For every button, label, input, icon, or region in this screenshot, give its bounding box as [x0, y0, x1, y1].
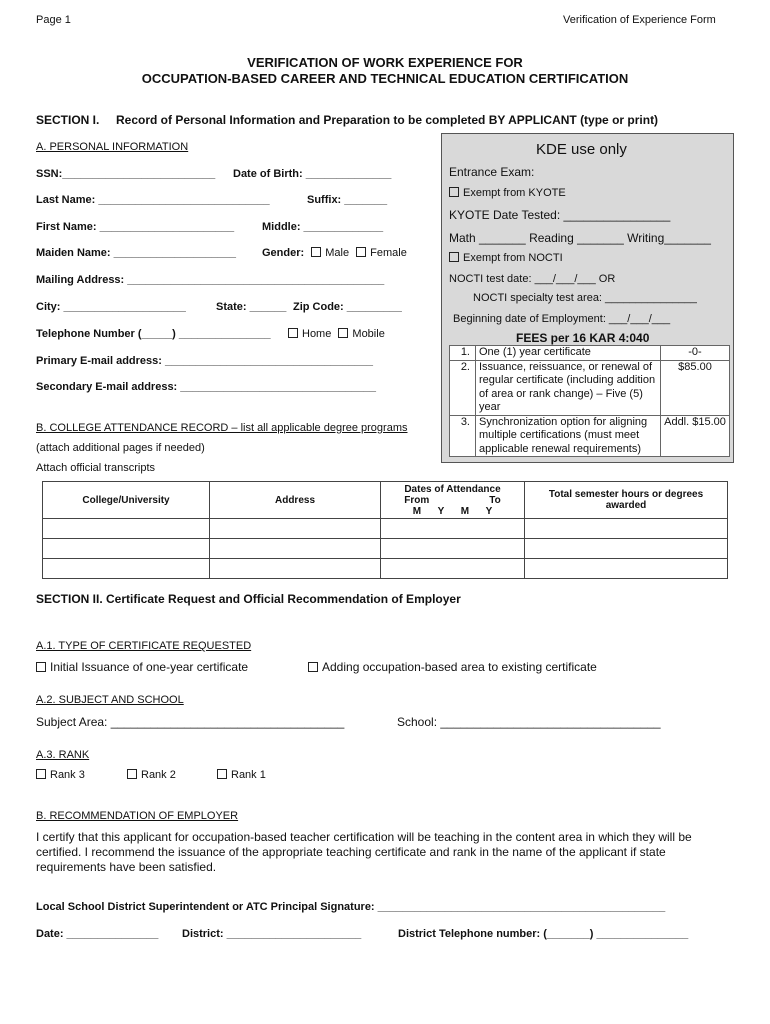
mailing-address-field[interactable]: Mailing Address: __________________________________________: [36, 274, 385, 286]
exempt-kyote-label: Exempt from KYOTE: [463, 187, 566, 199]
nocti-date-field[interactable]: NOCTI test date: ___/___/___ OR: [449, 273, 616, 285]
college-attendance-table: [42, 481, 728, 579]
rank2-checkbox[interactable]: [127, 769, 137, 779]
exempt-nocti-option[interactable]: [449, 252, 563, 264]
section2-title: SECTION II. Certificate Request and Official Recommendation of Employer: [36, 592, 461, 606]
rank1-label: Rank 1: [231, 769, 266, 781]
fee-number: 1.: [450, 346, 476, 361]
table-row[interactable]: [43, 559, 728, 579]
fee-row: [450, 360, 730, 415]
rank3-label: Rank 3: [50, 769, 85, 781]
mobile-label: Mobile: [352, 328, 385, 340]
principal-signature-field[interactable]: Local School District Superintendent or ATC Principal Signature: _______________________________________________: [36, 901, 666, 913]
rank3-option[interactable]: [36, 769, 85, 781]
rank-heading: A.3. RANK: [36, 749, 90, 761]
fee-description: One (1) year certificate: [476, 346, 661, 361]
adding-area-option[interactable]: [308, 660, 597, 674]
kyote-date-field[interactable]: KYOTE Date Tested: ________________: [449, 208, 671, 222]
from-to-label: [381, 495, 524, 506]
recommendation-line2: certified. I recommend the issuance of the appropriate teaching certificate and rank in the name of the applicant if state: [36, 845, 666, 859]
kde-title: KDE use only: [536, 141, 627, 158]
college-note-transcripts: Attach official transcripts: [36, 462, 156, 474]
employment-date-field[interactable]: Beginning date of Employment: ___/___/___: [453, 313, 671, 325]
middle-field[interactable]: Middle: _____________: [262, 221, 384, 233]
ssn-field[interactable]: SSN:_________________________: [36, 168, 216, 180]
col-hours: Total semester hours or degrees awarded: [525, 482, 728, 519]
from-label: From: [404, 494, 430, 506]
initial-issuance-checkbox[interactable]: [36, 662, 46, 672]
male-label: Male: [325, 247, 350, 259]
adding-area-checkbox[interactable]: [308, 662, 318, 672]
suffix-field[interactable]: Suffix: _______: [307, 194, 388, 206]
subject-area-field[interactable]: Subject Area: ___________________________________: [36, 715, 345, 729]
fee-row: [450, 415, 730, 457]
fee-description: Issuance, reissuance, or renewal of regular certificate (including addition of area or rank change) – Five (5) year: [476, 360, 661, 415]
phone-type-group: [288, 328, 385, 340]
fee-description: Synchronization option for aligning multiple certifications (must meet applicable renewal requirements): [476, 415, 661, 457]
page-number: Page 1: [36, 14, 71, 26]
table-row[interactable]: [43, 539, 728, 559]
secondary-email-field[interactable]: Secondary E-mail address: ________________________________: [36, 381, 377, 393]
rank2-option[interactable]: [127, 769, 176, 781]
recommendation-line3: requirements have been satisfied.: [36, 860, 217, 874]
form-title-line2: OCCUPATION-BASED CAREER AND TECHNICAL EDUCATION CERTIFICATION: [141, 71, 629, 86]
fee-amount: Addl. $15.00: [661, 415, 730, 457]
school-field[interactable]: School: _________________________________: [397, 715, 661, 729]
fee-number: 3.: [450, 415, 476, 457]
rank1-option[interactable]: [217, 769, 266, 781]
fees-table: [449, 345, 730, 457]
table-row[interactable]: [43, 519, 728, 539]
fee-row: [450, 346, 730, 361]
recommendation-line1: I certify that this applicant for occupation-based teacher certification will be teaching in the content area in which they will be: [36, 830, 692, 844]
female-label: Female: [370, 247, 407, 259]
male-checkbox[interactable]: [311, 247, 321, 257]
math-reading-writing-field[interactable]: Math _______ Reading _______ Writing_______: [449, 231, 711, 245]
section1-text: Record of Personal Information and Preparation to be completed BY APPLICANT (type or print): [116, 113, 659, 127]
first-name-field[interactable]: First Name: ______________________: [36, 221, 235, 233]
gender-group: [262, 247, 407, 259]
college-record-heading: B. COLLEGE ATTENDANCE RECORD – list all applicable degree programs: [36, 422, 408, 434]
month-year-label: M Y M Y: [412, 505, 493, 517]
table-header-row: [43, 482, 728, 519]
form-title-line1: VERIFICATION OF WORK EXPERIENCE FOR: [247, 55, 523, 70]
col-college: College/University: [43, 482, 210, 519]
gender-label: Gender:: [262, 247, 305, 259]
college-note-attach-pages: (attach additional pages if needed): [36, 442, 205, 454]
fee-amount: -0-: [661, 346, 730, 361]
rank3-checkbox[interactable]: [36, 769, 46, 779]
fees-title: FEES per 16 KAR 4:040: [516, 331, 650, 345]
dob-field[interactable]: Date of Birth: ______________: [233, 168, 392, 180]
personal-info-heading: A. PERSONAL INFORMATION: [36, 141, 189, 153]
district-phone-field[interactable]: District Telephone number: (_______) _______________: [398, 928, 689, 940]
date-field[interactable]: Date: _______________: [36, 928, 159, 940]
mobile-checkbox[interactable]: [338, 328, 348, 338]
rank2-label: Rank 2: [141, 769, 176, 781]
dates-label: Dates of Attendance: [404, 483, 501, 495]
to-label: To: [489, 494, 501, 506]
exempt-kyote-option[interactable]: [449, 187, 566, 199]
exempt-nocti-checkbox[interactable]: [449, 252, 459, 262]
fee-amount: $85.00: [661, 360, 730, 415]
initial-issuance-label: Initial Issuance of one-year certificate: [50, 660, 249, 674]
exempt-kyote-checkbox[interactable]: [449, 187, 459, 197]
section1-label: SECTION I.: [36, 113, 100, 127]
rank1-checkbox[interactable]: [217, 769, 227, 779]
female-checkbox[interactable]: [356, 247, 366, 257]
initial-issuance-option[interactable]: [36, 660, 248, 674]
zip-field[interactable]: Zip Code: _________: [293, 301, 402, 313]
city-field[interactable]: City: ____________________: [36, 301, 186, 313]
col-address: Address: [210, 482, 381, 519]
col-dates: [381, 482, 525, 519]
subject-school-heading: A.2. SUBJECT AND SCHOOL: [36, 694, 184, 706]
certificate-type-heading: A.1. TYPE OF CERTIFICATE REQUESTED: [36, 640, 252, 652]
primary-email-field[interactable]: Primary E-mail address: __________________________________: [36, 355, 374, 367]
district-field[interactable]: District: ______________________: [182, 928, 362, 940]
home-label: Home: [302, 328, 332, 340]
exempt-nocti-label: Exempt from NOCTI: [463, 252, 563, 264]
telephone-field[interactable]: Telephone Number (_____) _______________: [36, 328, 271, 340]
state-field[interactable]: State: ______: [216, 301, 287, 313]
home-checkbox[interactable]: [288, 328, 298, 338]
last-name-field[interactable]: Last Name: ____________________________: [36, 194, 270, 206]
recommendation-heading: B. RECOMMENDATION OF EMPLOYER: [36, 810, 239, 822]
form-name: Verification of Experience Form: [563, 14, 716, 26]
adding-area-label: Adding occupation-based area to existing certificate: [322, 660, 597, 674]
fee-number: 2.: [450, 360, 476, 415]
entrance-exam-label: Entrance Exam:: [449, 165, 535, 179]
maiden-name-field[interactable]: Maiden Name: ____________________: [36, 247, 236, 259]
nocti-specialty-field[interactable]: NOCTI specialty test area: _______________: [473, 292, 697, 304]
